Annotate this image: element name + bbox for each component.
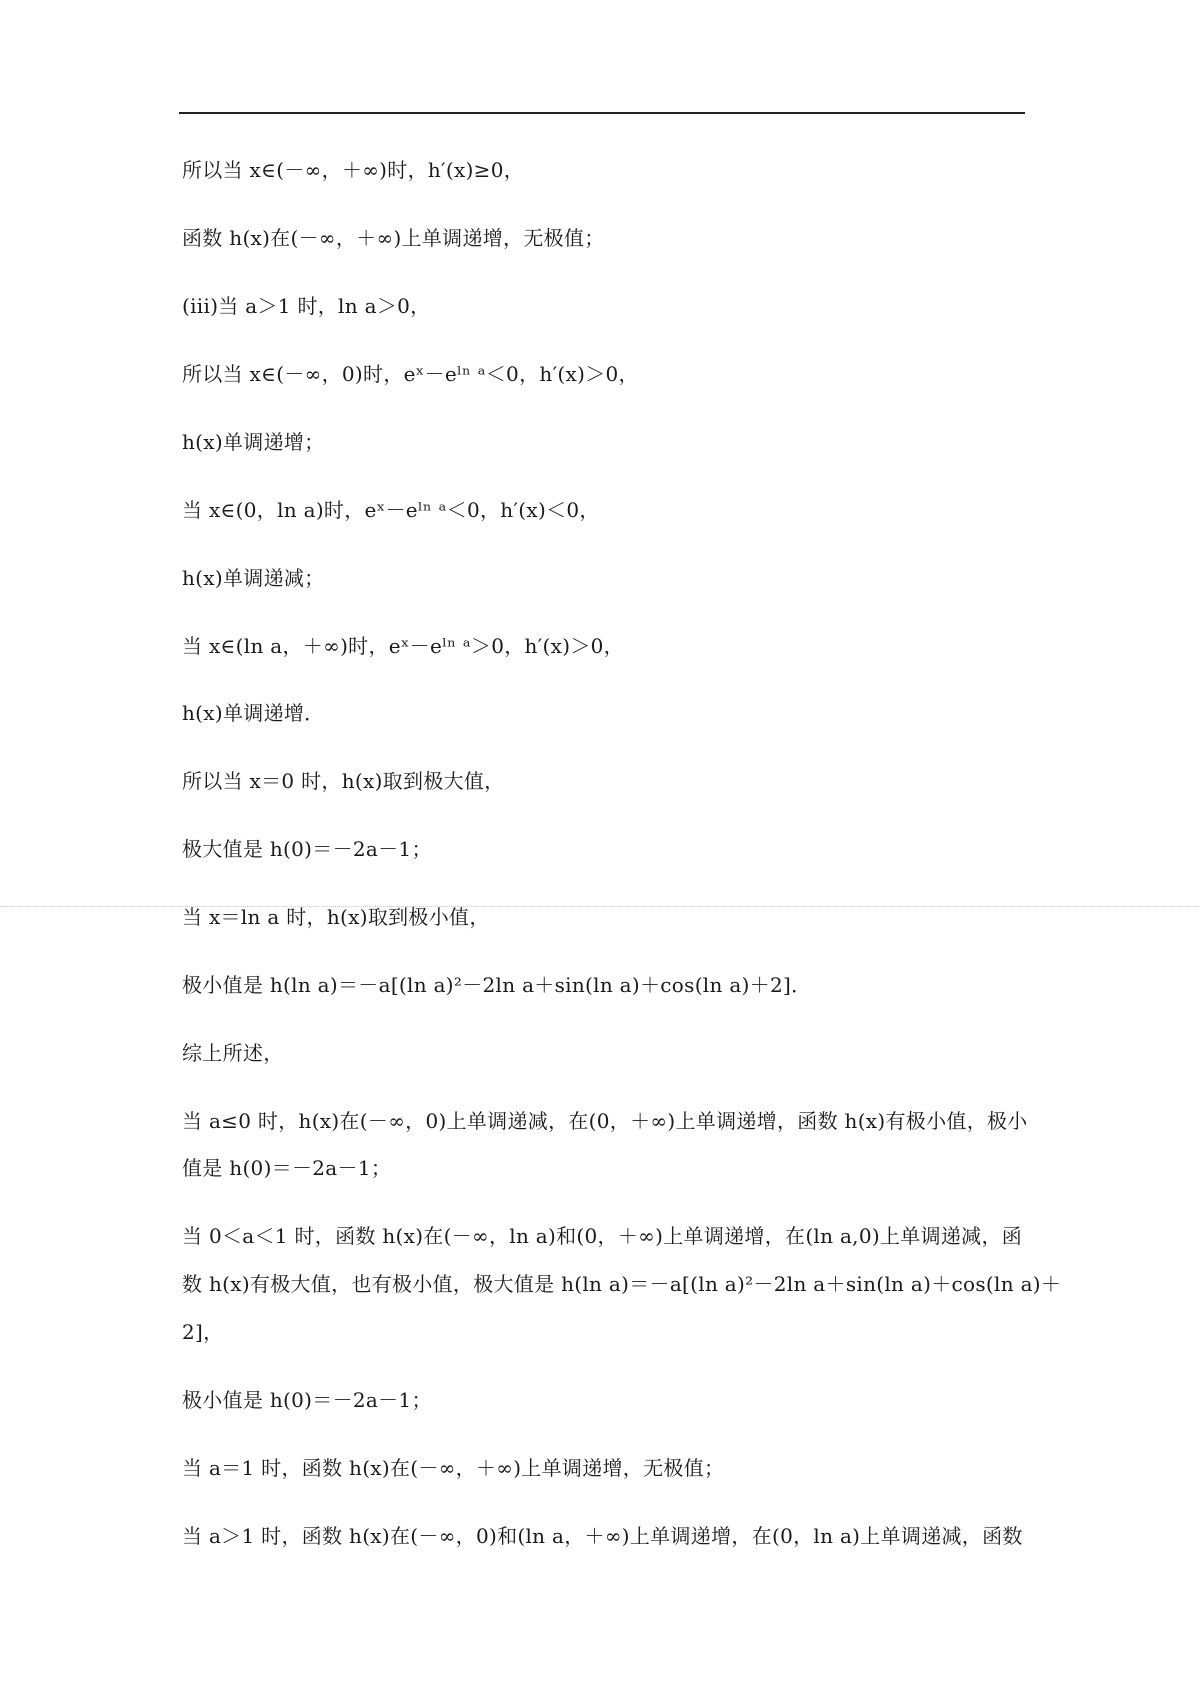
text-line: h(x)单调递减； — [182, 566, 325, 590]
text-line: 2]， — [182, 1320, 224, 1344]
text-line: h(x)单调递增． — [182, 701, 325, 725]
text-line: 当 x＝ln a 时，h(x)取到极小值， — [182, 905, 490, 929]
text-line: 综上所述， — [182, 1041, 284, 1065]
text-line: 所以当 x∈(－∞，0)时，eˣ－eˡⁿ ᵃ＜0，h′(x)＞0， — [182, 362, 639, 386]
text-line: 所以当 x∈(－∞，＋∞)时，h′(x)≥0， — [182, 158, 525, 182]
header-rule — [179, 112, 1025, 114]
text-line: 当 x∈(0，ln a)时，eˣ－eˡⁿ ᵃ＜0，h′(x)＜0， — [182, 498, 600, 522]
text-line: (iii)当 a＞1 时，ln a＞0， — [182, 294, 431, 318]
text-line: 当 x∈(ln a，＋∞)时，eˣ－eˡⁿ ᵃ＞0，h′(x)＞0， — [182, 634, 624, 658]
text-line: 极小值是 h(ln a)＝－a[(ln a)²－2ln a＋sin(ln a)＋cos(ln a)＋2]． — [182, 973, 812, 997]
text-line: 当 a＝1 时，函数 h(x)在(－∞，＋∞)上单调递增，无极值； — [182, 1456, 725, 1480]
text-line: 极大值是 h(0)＝－2a－1； — [182, 837, 432, 861]
text-line: 当 0＜a＜1 时，函数 h(x)在(－∞，ln a)和(0，＋∞)上单调递增，在(ln a,0)上单调递减，函 — [182, 1224, 1023, 1248]
text-line: 所以当 x＝0 时，h(x)取到极大值， — [182, 769, 505, 793]
text-line: 当 a＞1 时，函数 h(x)在(－∞，0)和(ln a，＋∞)上单调递增，在(0，ln a)上单调递减，函数 — [182, 1524, 1023, 1548]
text-line: 数 h(x)有极大值，也有极小值，极大值是 h(ln a)＝－a[(ln a)²－2ln a＋sin(ln a)＋cos(ln a)＋ — [182, 1272, 1062, 1296]
text-line: 值是 h(0)＝－2a－1； — [182, 1156, 392, 1180]
text-line: h(x)单调递增； — [182, 430, 325, 454]
text-line: 极小值是 h(0)＝－2a－1； — [182, 1388, 432, 1412]
text-line: 当 a≤0 时，h(x)在(－∞，0)上单调递减，在(0，＋∞)上单调递增，函数 h(x)有极小值，极小 — [182, 1109, 1028, 1133]
text-line: 函数 h(x)在(－∞，＋∞)上单调递增，无极值； — [182, 226, 605, 250]
page-separator — [0, 906, 1200, 907]
